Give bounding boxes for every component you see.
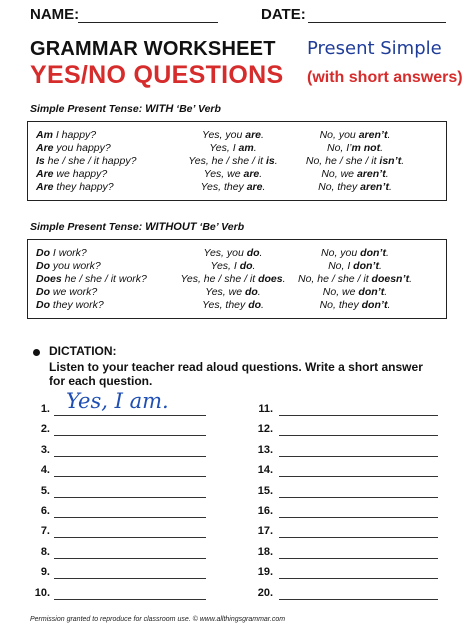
- question: Do you work?: [36, 260, 101, 272]
- yes-answer: Yes, he / she / it does.: [180, 273, 286, 285]
- dictation-instruction-2: for each question.: [49, 374, 153, 388]
- answer-line[interactable]: [54, 599, 206, 600]
- worksheet-subtitle: YES/NO QUESTIONS: [30, 61, 284, 89]
- no-answer: No, you don’t.: [321, 247, 389, 259]
- answer-line[interactable]: [54, 558, 206, 559]
- dictation-instruction-1: Listen to your teacher read aloud questions. Write a short answer: [49, 360, 423, 374]
- be-table-row: [28, 155, 446, 169]
- answer-number: 9.: [40, 566, 50, 579]
- question: Am I happy?: [36, 129, 97, 141]
- answer-line[interactable]: [54, 415, 206, 416]
- answer-number: 8.: [40, 545, 50, 558]
- be-table-row: [28, 142, 446, 156]
- section-title-nobe-suffix: ‘Be’ Verb: [196, 221, 245, 233]
- answer-number: 2.: [40, 423, 50, 436]
- section-title-nobe-strong: WITHOUT: [145, 221, 197, 233]
- answer-line[interactable]: [279, 435, 438, 436]
- yes-answer: Yes, you are.: [202, 129, 264, 141]
- section-title-be-prefix: Simple Present Tense:: [30, 103, 146, 115]
- answer-number: 12.: [257, 423, 273, 436]
- no-answer: No, he / she / it isn’t.: [305, 155, 405, 167]
- section-title-be: [30, 103, 221, 115]
- yes-answer: Yes, I do.: [210, 260, 256, 272]
- answer-line[interactable]: [279, 578, 438, 579]
- question: Do I work?: [36, 247, 87, 259]
- date-field[interactable]: [308, 22, 446, 23]
- be-verb-table: [27, 121, 447, 201]
- do-table-row: [28, 286, 446, 300]
- be-table-row: [28, 181, 446, 195]
- answer-number: 14.: [257, 464, 273, 477]
- topic-tag: Present Simple: [307, 38, 442, 59]
- answer-number: 1.: [40, 403, 50, 415]
- worksheet-subtitle-note: (with short answers): [307, 69, 463, 86]
- answer-line[interactable]: [279, 599, 438, 600]
- no-answer: No, he / she / it doesn’t.: [298, 273, 412, 285]
- answer-number: 3.: [40, 443, 50, 456]
- no-answer: No, we aren’t.: [321, 168, 389, 180]
- question: Are we happy?: [36, 168, 108, 180]
- date-label: DATE:: [261, 6, 306, 23]
- be-table-row: [28, 129, 446, 143]
- question: Do we work?: [36, 286, 98, 298]
- no-answer: No, you aren’t.: [319, 129, 391, 141]
- answer-line[interactable]: [279, 537, 438, 538]
- do-table-row: [28, 273, 446, 287]
- answer-number: 6.: [40, 505, 50, 517]
- answer-line[interactable]: [54, 476, 206, 477]
- answer-number: 17.: [257, 525, 273, 538]
- name-label: NAME:: [30, 6, 80, 23]
- question: Is he / she / it happy?: [36, 155, 137, 167]
- answer-number: 7.: [40, 525, 50, 538]
- question: Do they work?: [36, 299, 104, 311]
- section-title-no-be: [30, 221, 244, 233]
- no-answer: No, I don’t.: [328, 260, 382, 272]
- dictation-heading: DICTATION:: [49, 344, 117, 358]
- section-title-nobe-prefix: Simple Present Tense:: [30, 221, 146, 233]
- question: Does he / she / it work?: [36, 273, 147, 285]
- answer-line[interactable]: [54, 497, 206, 498]
- yes-answer: Yes, we are.: [203, 168, 263, 180]
- do-table-row: [28, 247, 446, 261]
- yes-answer: Yes, I am.: [209, 142, 257, 154]
- do-table-row: [28, 260, 446, 274]
- yes-answer: Yes, you do.: [203, 247, 263, 259]
- section-title-be-suffix: ‘Be’ Verb: [173, 103, 221, 115]
- no-answer: No, they aren’t.: [318, 181, 392, 193]
- answer-line[interactable]: [54, 456, 206, 457]
- answer-number: 11.: [258, 403, 273, 415]
- do-table-row: [28, 299, 446, 313]
- example-answer: Yes, I am.: [66, 389, 169, 413]
- worksheet-title: GRAMMAR WORKSHEET: [30, 38, 276, 60]
- answer-number: 15.: [257, 484, 273, 497]
- answer-number: 10.: [34, 586, 50, 599]
- answer-number: 20.: [257, 586, 273, 599]
- answer-line[interactable]: [54, 578, 206, 579]
- answer-line[interactable]: [54, 435, 206, 436]
- name-field[interactable]: [78, 22, 218, 23]
- answer-number: 19.: [257, 566, 273, 579]
- be-table-row: [28, 168, 446, 182]
- answer-line[interactable]: [54, 517, 206, 518]
- answer-number: 5.: [40, 484, 50, 497]
- footer-credit: Permission granted to reproduce for classroom use. © www.allthingsgrammar.com: [30, 616, 286, 623]
- no-answer: No, we don’t.: [322, 286, 388, 298]
- answer-number: 18.: [257, 545, 273, 558]
- yes-answer: Yes, we do.: [205, 286, 261, 298]
- question: Are they happy?: [36, 181, 114, 193]
- answer-line[interactable]: [279, 415, 438, 416]
- answer-line[interactable]: [279, 558, 438, 559]
- question: Are you happy?: [36, 142, 111, 154]
- no-answer: No, I’m not.: [326, 142, 383, 154]
- answer-line[interactable]: [54, 537, 206, 538]
- section-title-be-strong: WITH: [145, 103, 174, 115]
- bullet-icon: [33, 349, 40, 356]
- yes-answer: Yes, he / she / it is.: [188, 155, 278, 167]
- answer-line[interactable]: [279, 497, 438, 498]
- answer-line[interactable]: [279, 517, 438, 518]
- yes-answer: Yes, they are.: [200, 181, 266, 193]
- yes-answer: Yes, they do.: [202, 299, 264, 311]
- answer-number: 13.: [257, 443, 273, 456]
- answer-line[interactable]: [279, 476, 438, 477]
- answer-number: 4.: [40, 464, 50, 477]
- do-verb-table: [27, 239, 447, 319]
- no-answer: No, they don’t.: [319, 299, 391, 311]
- answer-line[interactable]: [279, 456, 438, 457]
- answer-number: 16.: [257, 505, 273, 517]
